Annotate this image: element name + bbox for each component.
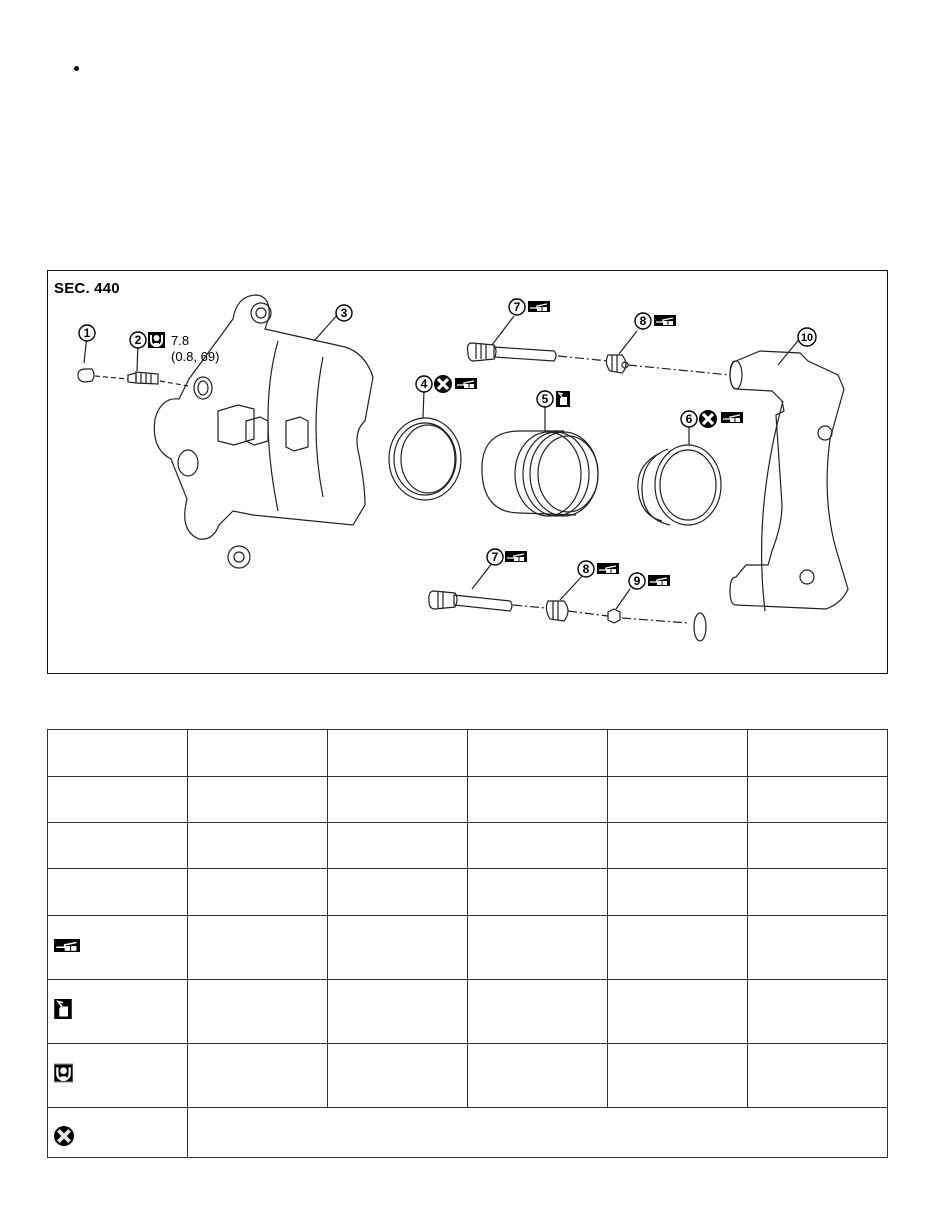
grease-icon xyxy=(455,378,477,389)
callout-1: 1 xyxy=(83,326,91,340)
table-row xyxy=(48,1044,888,1108)
do-not-reuse-icon xyxy=(434,375,452,393)
table-row xyxy=(48,869,888,916)
table-row xyxy=(48,916,888,980)
bullet-point xyxy=(74,66,79,71)
callout-8-lower: 8 xyxy=(582,562,590,576)
grease-icon xyxy=(721,412,743,423)
callout-7-upper: 7 xyxy=(513,300,521,314)
table-row xyxy=(48,1108,888,1158)
brake-fluid-icon xyxy=(54,999,72,1019)
grease-icon xyxy=(528,301,550,312)
brake-caliper-drawing xyxy=(48,271,889,675)
callout-8-upper: 8 xyxy=(639,314,647,328)
callout-4: 4 xyxy=(420,377,428,391)
table-row xyxy=(48,980,888,1044)
grease-icon xyxy=(654,315,676,326)
do-not-reuse-icon xyxy=(54,1126,74,1146)
torque-icon xyxy=(54,1063,73,1083)
grease-icon xyxy=(597,563,619,574)
grease-icon xyxy=(505,551,527,562)
callout-10: 10 xyxy=(800,332,814,344)
table-row xyxy=(48,777,888,823)
callout-2: 2 xyxy=(134,333,142,347)
torque-value: 7.8 xyxy=(171,333,190,348)
table-row xyxy=(48,823,888,869)
brake-fluid-icon xyxy=(556,391,570,407)
callout-9: 9 xyxy=(633,574,641,588)
grease-icon xyxy=(54,939,80,952)
callout-7-lower: 7 xyxy=(491,550,499,564)
exploded-view-diagram xyxy=(47,270,888,674)
callout-3: 3 xyxy=(340,306,348,320)
do-not-reuse-icon xyxy=(699,410,717,428)
table-row xyxy=(48,730,888,777)
section-label: SEC. 440 xyxy=(54,280,120,297)
grease-icon xyxy=(648,575,670,586)
callout-6: 6 xyxy=(685,412,693,426)
legend-table xyxy=(47,729,888,1158)
torque-icon xyxy=(148,332,165,348)
torque-alt-units: (0.8, 69) xyxy=(171,349,220,364)
callout-5: 5 xyxy=(541,392,549,406)
